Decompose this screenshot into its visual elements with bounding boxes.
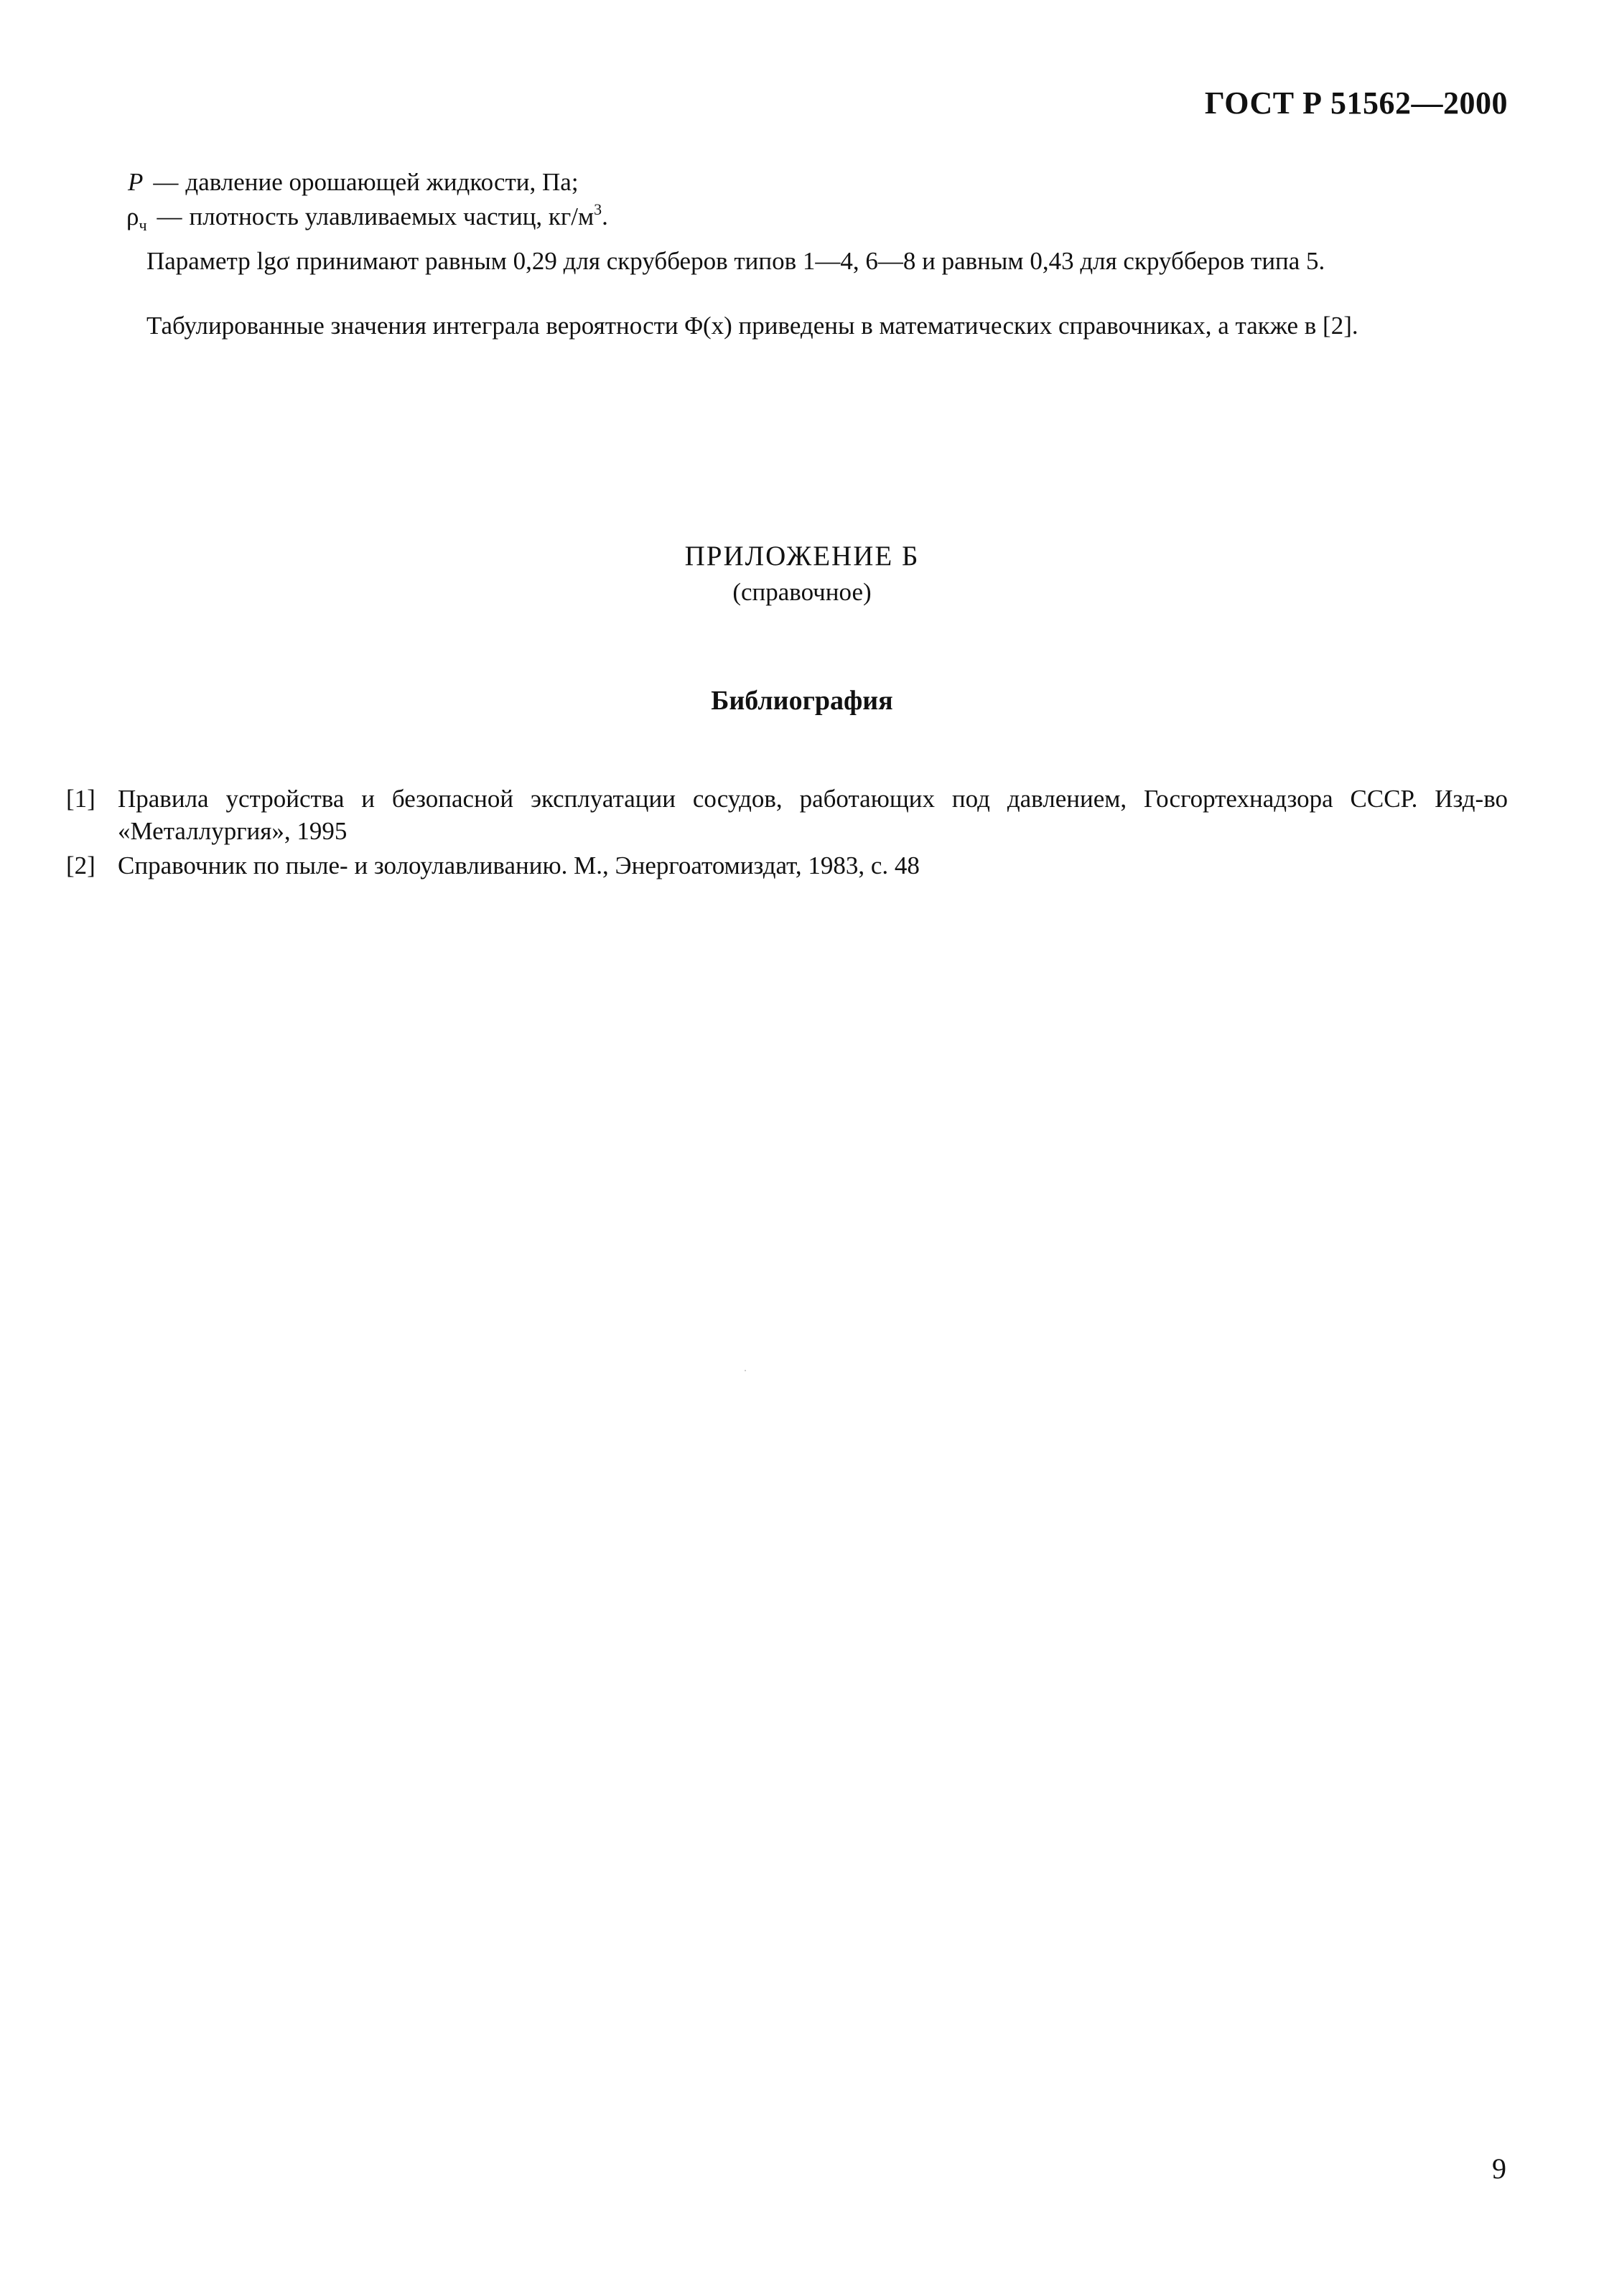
bibliography-item (66, 849, 1508, 882)
bibliography-item-number: [1] (66, 785, 95, 813)
definition-pressure (128, 167, 579, 198)
definition-symbol: P (128, 168, 144, 196)
bibliography-list (66, 783, 1508, 884)
appendix-title: ПРИЛОЖЕНИЕ Б (684, 541, 920, 571)
paragraph-lgsigma: Параметр lgσ принимают равным 0,29 для скрубберов типов 1—4, 6—8 и равным 0,43 для скрубберов типа 5. (146, 247, 1325, 275)
bibliography-title: Библиография (711, 686, 893, 716)
appendix-subtitle: (справочное) (732, 578, 872, 606)
paragraph-probability-integral: Табулированные значения интеграла вероятности Φ(x) приведены в математических справочниках, а также в [2]. (146, 312, 1358, 340)
scan-speck (745, 1370, 746, 1371)
definition-text: плотность улавливаемых частиц, кг/м (189, 202, 594, 230)
definition-symbol: ρ (126, 202, 139, 230)
bibliography-item-text: Правила устройства и безопасной эксплуатации сосудов, работающих под давлением, Госгортехнадзора СССР. Изд-во «Металлургия», 1995 (118, 785, 1508, 845)
bibliography-item-text: Справочник по пыле- и золоулавливанию. М., Энергоатомиздат, 1983, с. 48 (118, 851, 920, 879)
definition-tail: . (602, 202, 608, 230)
definition-density (126, 201, 608, 241)
page-number: 9 (1492, 2152, 1506, 2185)
definition-superscript: 3 (594, 200, 602, 218)
definition-dash: — (157, 202, 182, 230)
bibliography-item (66, 783, 1508, 847)
definition-dash: — (153, 168, 179, 196)
bibliography-item-number: [2] (66, 851, 95, 879)
definition-subscript: ч (139, 216, 147, 234)
document-header: ГОСТ Р 51562—2000 (1204, 85, 1508, 121)
definition-text: давление орошающей жидкости, Па; (185, 168, 579, 196)
